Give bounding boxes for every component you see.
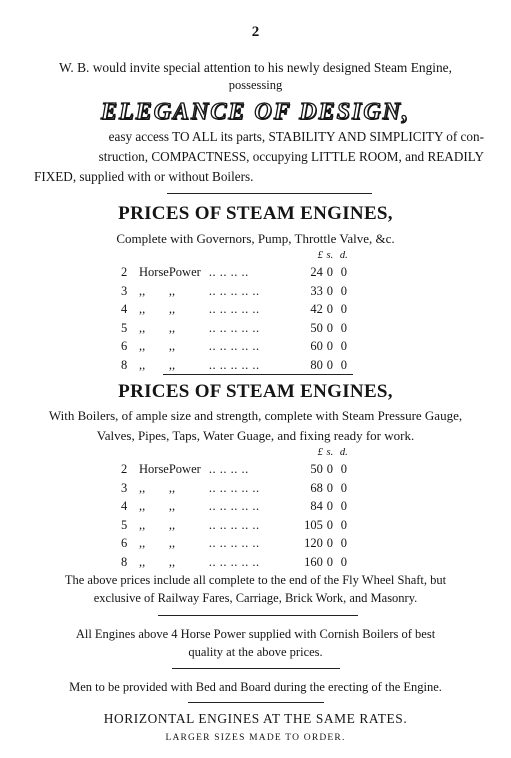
table-row (121, 553, 351, 572)
price-shillings: 0 (326, 536, 333, 550)
divider (188, 702, 324, 703)
horse-power-value: 5 (121, 320, 128, 335)
price-pence: 0 (340, 320, 347, 335)
ditto-mark: ,, (139, 499, 146, 513)
price-pence: 0 (340, 283, 347, 298)
price-shillings: 0 (326, 554, 333, 569)
price-pounds: 120 (304, 536, 323, 550)
table-row (121, 460, 351, 479)
table-row (121, 263, 351, 282)
inclusion-note-line2: exclusive of Railway Fares, Carriage, Brick Work, and Masonry. (93, 591, 418, 605)
price-pounds: 50 (310, 320, 323, 335)
shillings-header: s. (326, 250, 334, 261)
table-row (121, 516, 351, 535)
page-number: 2 (251, 24, 260, 40)
price-shillings: 0 (326, 265, 333, 279)
leader-dots: .. .. .. .. .. (208, 536, 260, 550)
leader-dots: .. .. .. .. .. (208, 499, 260, 513)
ditto-mark: ,, (168, 339, 176, 353)
table-row (121, 534, 351, 553)
intro-text-possessing: possessing (228, 78, 283, 92)
power-label: Power (168, 462, 201, 476)
price-pence: 0 (340, 517, 347, 532)
table-row (121, 319, 351, 338)
horse-power-value: 4 (121, 302, 128, 316)
price-shillings: 0 (326, 302, 333, 316)
price-pence: 0 (340, 554, 347, 569)
price-pence: 0 (340, 499, 347, 513)
horse-power-value: 3 (121, 283, 128, 298)
price-shillings: 0 (326, 283, 333, 298)
section1-subtitle: Complete with Governors, Pump, Throttle Valve, &c. (116, 231, 395, 246)
section1-title: PRICES OF STEAM ENGINES, (118, 203, 393, 224)
shillings-header: s. (326, 447, 334, 458)
price-table-engines (121, 249, 351, 374)
leader-dots: .. .. .. .. (208, 265, 249, 279)
ditto-mark: ,, (139, 536, 146, 550)
price-shillings: 0 (326, 517, 333, 532)
ditto-mark: ,, (168, 320, 176, 335)
leader-dots: .. .. .. .. .. (208, 339, 260, 353)
ditto-mark: ,, (139, 320, 146, 335)
leader-dots: .. .. .. .. .. (208, 554, 260, 569)
horse-power-value: 6 (121, 339, 128, 353)
ditto-mark: ,, (168, 302, 176, 316)
price-shillings: 0 (326, 320, 333, 335)
horse-label: Horse (139, 265, 169, 279)
table-row (121, 497, 351, 516)
horse-power-value: 8 (121, 554, 128, 569)
boiler-note-line1: All Engines above 4 Horse Power supplied with Cornish Boilers of best (75, 627, 436, 641)
price-pence: 0 (340, 536, 347, 550)
price-shillings: 0 (326, 462, 333, 476)
ditto-mark: ,, (168, 499, 176, 513)
price-table-engines-with-boilers (121, 446, 351, 571)
section2-subtitle-line1: With Boilers, of ample size and strength, complete with Steam Pressure Gauge, (48, 408, 463, 423)
larger-sizes-note: LARGER SIZES MADE TO ORDER. (165, 733, 346, 743)
price-pence: 0 (340, 462, 347, 476)
table-row (121, 300, 351, 319)
horse-power-value: 3 (121, 480, 128, 495)
horse-label: Horse (139, 462, 169, 476)
ditto-mark: ,, (168, 283, 176, 298)
intro-text: W. B. would invite special attention to his newly designed Steam Engine, (59, 60, 452, 75)
price-shillings: 0 (326, 499, 333, 513)
price-pounds: 42 (310, 302, 323, 316)
price-pounds: 80 (310, 357, 323, 372)
price-shillings: 0 (326, 357, 333, 372)
ditto-mark: ,, (168, 536, 176, 550)
horse-power-value: 6 (121, 536, 128, 550)
ditto-mark: ,, (139, 357, 146, 372)
table-header-row (121, 249, 351, 263)
price-pounds: 160 (304, 554, 323, 569)
price-pounds: 105 (304, 517, 323, 532)
pounds-header: £ (317, 250, 323, 261)
decorative-headline: ELEGANCE OF DESIGN, (101, 99, 410, 125)
horizontal-engines-note: HORIZONTAL ENGINES AT THE SAME RATES. (103, 711, 408, 726)
price-pence: 0 (340, 302, 347, 316)
pounds-header: £ (317, 447, 323, 458)
ditto-mark: ,, (139, 283, 146, 298)
section2-subtitle-line2: Valves, Pipes, Taps, Water Guage, and fixing ready for work. (96, 428, 415, 443)
horse-power-value: 2 (121, 462, 128, 476)
leader-dots: .. .. .. .. .. (208, 302, 260, 316)
ditto-mark: ,, (139, 554, 146, 569)
price-pounds: 24 (310, 265, 323, 279)
price-shillings: 0 (326, 480, 333, 495)
divider (158, 615, 358, 616)
price-pence: 0 (340, 265, 347, 279)
price-pounds: 50 (310, 462, 323, 476)
divider (172, 668, 340, 669)
bed-board-note: Men to be provided with Bed and Board during the erecting of the Engine. (69, 680, 442, 694)
pence-header: d. (339, 250, 348, 261)
table-row (121, 479, 351, 498)
section2-title: PRICES OF STEAM ENGINES, (118, 381, 393, 402)
price-pounds: 68 (310, 480, 323, 495)
ditto-mark: ,, (168, 357, 176, 372)
leader-dots: .. .. .. .. .. (208, 283, 260, 298)
price-pence: 0 (340, 339, 347, 353)
table-row (121, 282, 351, 301)
features-line-2: struction, COMPACTNESS, occupying LITTLE ROOM, and READILY (98, 149, 484, 164)
leader-dots: .. .. .. .. .. (208, 320, 260, 335)
horse-power-value: 5 (121, 517, 128, 532)
leader-dots: .. .. .. .. .. (208, 357, 260, 372)
leader-dots: .. .. .. .. (208, 462, 249, 476)
price-pounds: 60 (310, 339, 323, 353)
features-line-1: easy access TO ALL its parts, STABILITY AND SIMPLICITY of con- (108, 129, 484, 144)
leader-dots: .. .. .. .. .. (208, 480, 260, 495)
ditto-mark: ,, (168, 517, 176, 532)
price-pence: 0 (340, 357, 347, 372)
price-pence: 0 (340, 480, 347, 495)
boiler-note-line2: quality at the above prices. (188, 645, 323, 659)
divider (167, 193, 372, 194)
price-pounds: 84 (310, 499, 323, 513)
ditto-mark: ,, (139, 302, 146, 316)
price-shillings: 0 (326, 339, 333, 353)
pence-header: d. (339, 447, 348, 458)
table-row (121, 337, 351, 356)
leader-dots: .. .. .. .. .. (208, 517, 260, 532)
divider (163, 374, 353, 375)
inclusion-note-line1: The above prices include all complete to the end of the Fly Wheel Shaft, but (64, 573, 447, 587)
ditto-mark: ,, (168, 554, 176, 569)
features-line-3: FIXED, supplied with or without Boilers. (34, 169, 254, 184)
table-header-row (121, 446, 351, 460)
power-label: Power (168, 265, 201, 279)
ditto-mark: ,, (168, 480, 176, 495)
horse-power-value: 4 (121, 499, 128, 513)
price-pounds: 33 (310, 283, 323, 298)
horse-power-value: 2 (121, 265, 128, 279)
ditto-mark: ,, (139, 339, 146, 353)
ditto-mark: ,, (139, 480, 146, 495)
ditto-mark: ,, (139, 517, 146, 532)
table-row (121, 356, 351, 375)
horse-power-value: 8 (121, 357, 128, 372)
